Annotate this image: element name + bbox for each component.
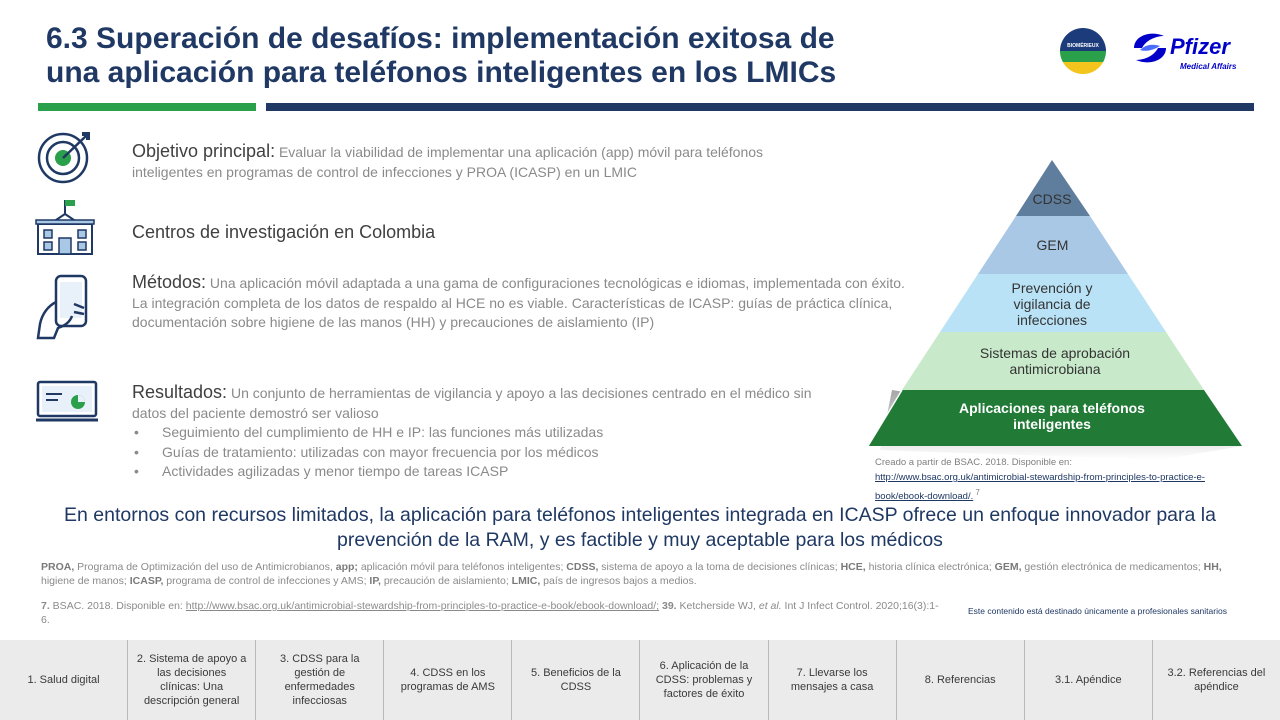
hospital-icon — [34, 198, 96, 256]
abbr-term: IP, — [369, 575, 381, 587]
abbreviations — [41, 560, 1231, 588]
pyramid-credit — [875, 455, 1235, 504]
nav-item-sistema-apoyo[interactable]: 2. Sistema de apoyo a las decisiones clínicas: Una descripción general — [127, 640, 255, 720]
divider-navy — [266, 103, 1254, 111]
abbr-term: app; — [335, 561, 358, 573]
results-list — [132, 423, 812, 482]
ref-39-number: 39. — [659, 600, 677, 612]
nav-item-salud-digital[interactable]: 1. Salud digital — [27, 674, 100, 686]
pyramid-credit-link[interactable]: http://www.bsac.org.uk/antimicrobial-stewardship-from-principles-to-practice-e-book/ebook-download/. — [875, 472, 1205, 503]
results-bullet: • Seguimiento del cumplimiento de HH e IP: las funciones más utilizadas — [132, 423, 812, 443]
ref-7-link[interactable]: http://www.bsac.org.uk/antimicrobial-stewardship-from-principles-to-practice-e-book/ebook-download/; — [185, 600, 660, 612]
abbr-def: programa de control de infecciones y AMS; — [163, 575, 370, 587]
centers-lead: Centros de investigación en Colombia — [132, 222, 436, 242]
abbr-def: país de ingresos bajos a medios. — [540, 575, 697, 587]
page-title-line-2: una aplicación para teléfonos inteligentes en los LMICs — [46, 56, 837, 89]
abbr-def: Programa de Optimización del uso de Antimicrobianos, — [74, 561, 336, 573]
nav-item-referencias[interactable]: 8. Referencias — [896, 640, 1024, 720]
ref-39-text: Ketcherside WJ, — [676, 600, 759, 612]
pyramid-label-cdss: CDSS — [1032, 191, 1072, 207]
pyramid-label-apps: Aplicaciones para teléfonos inteligentes — [959, 400, 1145, 432]
nav-item-aplicacion[interactable]: 6. Aplicación de la CDSS: problemas y factores de éxito — [639, 640, 767, 720]
references — [41, 599, 941, 627]
abbr-def: historia clínica electrónica; — [865, 561, 995, 573]
objective-lead: Objetivo principal: — [132, 141, 276, 161]
pfizer-logo-sub: Medical Affairs — [1180, 62, 1237, 71]
bottom-nav — [0, 640, 1280, 720]
abbr-term: GEM, — [994, 561, 1022, 573]
results-lead: Resultados: — [132, 382, 228, 402]
professional-note: Este contenido está destinado únicamente a profesionales sanitarios — [968, 606, 1227, 616]
results-bullet: • Actividades agilizadas y menor tiempo de tareas ICASP — [132, 462, 812, 482]
centers-section — [132, 223, 832, 244]
methods-text: Una aplicación móvil adaptada a una gama de configuraciones tecnológicas e idiomas, implementada con éxito. La integración completa de los datos de respaldo al HCE no es viable. Características de ICASP: guías de práctica clínica, documentación sobre higiene de las manos (HH) y precauciones de aislamiento (IP) — [132, 275, 905, 330]
nav-item-cdss-ams[interactable]: 4. CDSS en los programas de AMS — [383, 640, 511, 720]
nav-item-cdss-infecciosas[interactable]: 3. CDSS para la gestión de enfermedades infecciosas — [255, 640, 383, 720]
ref-7-number: 7. — [41, 600, 50, 612]
methods-section — [132, 273, 912, 333]
nav-item-referencias-apendice[interactable]: 3.2. Referencias del apéndice — [1152, 640, 1280, 720]
ref-7-text: BSAC. 2018. Disponible en: — [49, 600, 186, 612]
abbr-def: precaución de aislamiento; — [380, 575, 512, 587]
laptop-chart-icon — [34, 380, 100, 424]
pyramid-label-gem: GEM — [1036, 237, 1069, 253]
abbr-term: PROA, — [41, 561, 75, 573]
results-section — [132, 383, 812, 482]
ref-39-etal: et al. — [758, 600, 782, 612]
pyramid-diagram — [860, 150, 1260, 460]
pyramid-credit-ref: 7 — [973, 488, 980, 497]
objective-section — [132, 142, 832, 182]
abbr-term: HH, — [1203, 561, 1222, 573]
nav-item-beneficios[interactable]: 5. Beneficios de la CDSS — [511, 640, 639, 720]
nav-item-apendice[interactable]: 3.1. Apéndice — [1024, 640, 1152, 720]
divider-green — [38, 103, 256, 111]
conclusion-text: En entornos con recursos limitados, la aplicación para teléfonos inteligentes integrada en ICASP ofrece un enfoque innovador para la prevención de la RAM, y es factible y muy aceptable para los médicos — [64, 504, 1216, 551]
abbr-def: aplicación móvil para teléfonos inteligentes; — [357, 561, 567, 573]
pyramid-label-prevention: Prevención y vigilancia de infecciones — [1011, 280, 1093, 328]
biomerieux-logo — [1060, 28, 1106, 74]
nav-item-mensajes[interactable]: 7. Llevarse los mensajes a casa — [768, 640, 896, 720]
abbr-term: HCE, — [840, 561, 866, 573]
results-bullet: • Guías de tratamiento: utilizadas con mayor frecuencia por los médicos — [132, 443, 812, 463]
biomerieux-logo-text: BIOMÉRIEUX — [1067, 43, 1099, 49]
page-title-line-1: 6.3 Superación de desafíos: implementación exitosa de — [46, 22, 835, 55]
pfizer-swirl-icon — [1130, 28, 1170, 68]
abbr-def: sistema de apoyo a la toma de decisiones clínicas; — [598, 561, 841, 573]
abbr-def: gestión electrónica de medicamentos; — [1021, 561, 1204, 573]
pfizer-logo — [1130, 28, 1240, 74]
ref-39-rest: Int J Infect Control. 2020;16(3):1-6. — [41, 600, 939, 626]
objective-text: Evaluar la viabilidad de implementar una aplicación (app) móvil para teléfonos inteligentes en programas de control de infecciones y PROA (ICASP) en un LMIC — [132, 144, 764, 180]
page-title — [46, 22, 946, 90]
abbr-term: LMIC, — [511, 575, 541, 587]
results-text: Un conjunto de herramientas de vigilancia y apoyo a las decisiones centrado en el médico sin datos del paciente demostró ser valioso — [132, 385, 812, 421]
abbr-term: ICASP, — [129, 575, 164, 587]
pyramid-credit-text: Creado a partir de BSAC. 2018. Disponible en: — [875, 457, 1072, 468]
abbr-term: CDSS, — [566, 561, 599, 573]
pfizer-logo-word: Pfizer — [1170, 34, 1230, 59]
pyramid-level-cdss — [1016, 160, 1090, 216]
abbr-def: higiene de manos; — [41, 575, 130, 587]
target-icon — [36, 128, 94, 186]
phone-hand-icon — [36, 272, 96, 342]
pyramid-label-approval: Sistemas de aprobación antimicrobiana — [979, 345, 1131, 377]
methods-lead: Métodos: — [132, 272, 207, 292]
